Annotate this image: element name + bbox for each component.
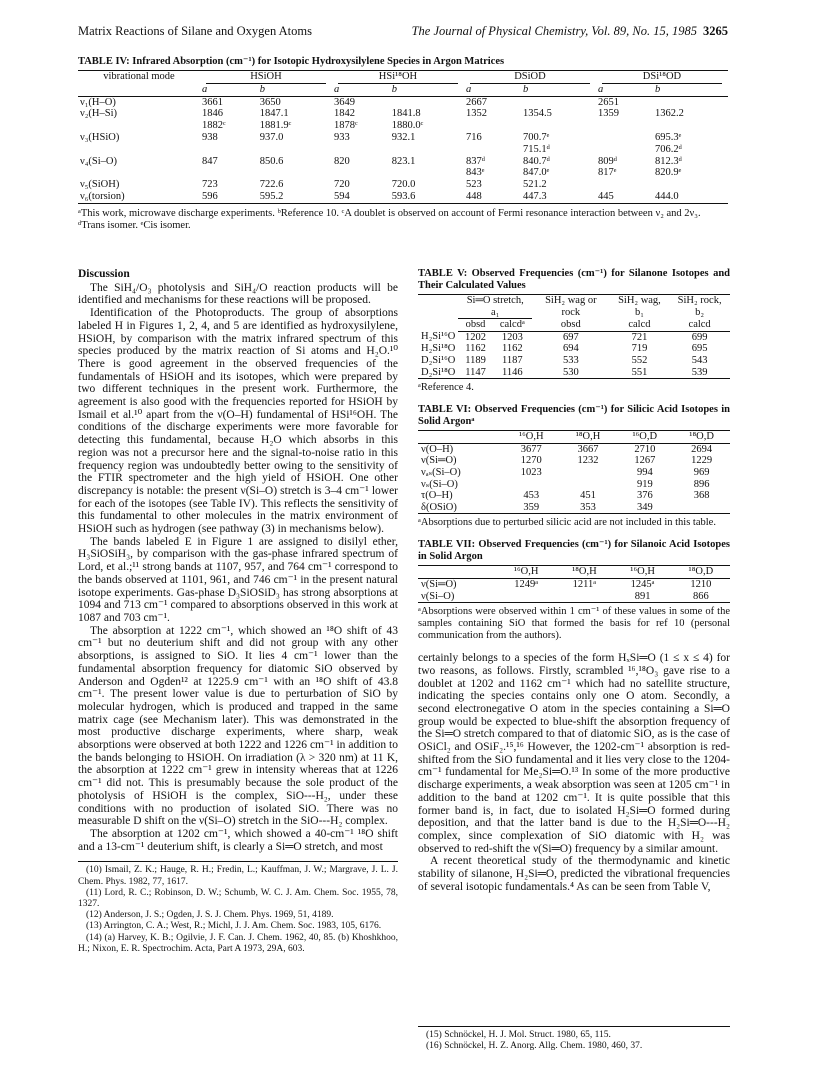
paragraph: certainly belongs to a species of the form HₓSi═O (1 ≤ x ≤ 4) for two reasons, as follows. Firstly, scrambled ¹⁶,¹⁸O₃ gave rise to a doublet at 1202 and 1162 cm⁻¹ which had no satellite structure, indicating the species contains only one O atom. Secondly, a second electronegative O atom in the species containing a Si═O group would be expected to blue-shift the absorption frequency of the Si═O stretch compared to that of diatomic SiO, as is the case of OSiCl₂ and OSiF₂.¹⁵,¹⁶ However, the 1202-cm⁻¹ absorption is red-shifted from the SiO fundamental and it lies very close to the 1204-cm⁻¹ fundamental for Me₂Si═O.¹³ In some of the more productive discharge experiments, a weak absorption was seen at 1205 cm⁻¹ in addition to the band at 1202 cm⁻¹. It is quite possible that this former band is, in fact, due to isolated H₂Si═O formed during deposition, and that the latter band is due to the H₂Si═O---H₂ complex, since complexation of SiO diatomic with H₂ was observed to red-shift the ν(Si═O) frequency by a similar amount. (418, 652, 730, 855)
table-cell: 3649 (333, 96, 355, 108)
table-cell: 533 (562, 354, 579, 366)
table-row (78, 167, 728, 179)
table-cell: 699 (691, 331, 708, 343)
table-cell (258, 144, 332, 156)
table-cell (560, 479, 617, 491)
col-head: SiH₂ wag, b₁ (618, 295, 661, 318)
col-head: Si═O stretch, a₁ (458, 295, 532, 319)
table-cell (521, 96, 596, 108)
table-row (418, 355, 730, 367)
table-cell: 994 (636, 466, 653, 478)
table-v-caption: TABLE V: Observed Frequencies (cm⁻¹) for Silanone Isotopes and Their Calculated Values (418, 268, 730, 291)
table-cell: 706.2ᵈ (654, 143, 682, 155)
table-cell: 2667 (465, 96, 487, 108)
paragraph: A recent theoretical study of the thermodynamic and kinetic stability of silanone, H₂Si═O, predicted the vibrational frequencies of several isotopic fundamentals.⁴ As can be seen from Table V, (418, 855, 730, 893)
table-cell: 368 (693, 490, 710, 502)
subhead: b (521, 84, 596, 96)
table-cell: 2710 (634, 443, 656, 455)
table-cell: 716 (465, 131, 482, 143)
table-cell: 919 (636, 478, 653, 490)
table-vi-footnote: ᵃAbsorptions due to perturbed silicic acid are not included in this table. (418, 517, 716, 529)
table-cell: 1232 (577, 455, 599, 467)
table-cell: 847.0ᵉ (522, 167, 550, 179)
table-cell: 1881.9ᶜ (259, 120, 292, 132)
table-cell (200, 167, 258, 179)
table-cell: 551 (631, 366, 648, 378)
table-row (418, 367, 730, 379)
table-cell: 451 (580, 490, 596, 502)
table-cell (596, 120, 653, 132)
mode-label: ν₅(SiOH) (80, 179, 120, 191)
table-vi-caption: TABLE VI: Observed Frequencies (cm⁻¹) for Silicic Acid Isotopes in Solid Argonᵃ (418, 404, 730, 428)
table-v-grid (418, 294, 730, 379)
table-cell (464, 144, 521, 156)
table-cell: 715.1ᵈ (522, 143, 550, 155)
table-cell: 891 (634, 590, 651, 602)
table-cell: 1846 (202, 108, 223, 120)
section-heading: Discussion (78, 268, 130, 280)
table-cell: 817ᵉ (597, 167, 617, 179)
table-cell: 837ᵈ (465, 155, 485, 167)
mode-label: ν₁(H–O) (80, 96, 116, 108)
table-cell (390, 167, 464, 179)
table-vi (418, 404, 730, 529)
table-cell: 596 (202, 190, 218, 202)
table-cell (332, 144, 390, 156)
table-cell: 1023 (520, 466, 542, 478)
col-head: ¹⁸O,D (672, 566, 730, 579)
table-cell: D₂Si¹⁸O (421, 366, 456, 378)
table-vii-caption: TABLE VII: Observed Frequencies (cm⁻¹) for Silanoic Acid Isotopes in Solid Argon (418, 539, 730, 563)
mode-label (78, 144, 200, 156)
group-head: DSi¹⁸OD (602, 71, 722, 84)
table-cell: 359 (523, 501, 540, 513)
table-cell: 1245ᵃ (630, 578, 655, 590)
table-cell: 695.3ᵉ (654, 131, 682, 143)
table-row (78, 179, 728, 191)
table-cell: ν(Si═O) (421, 455, 457, 467)
table-cell (653, 179, 728, 191)
col-head: SiH₂ rock, b₂ (677, 295, 722, 318)
table-iv-caption: TABLE IV: Infrared Absorption (cm⁻¹) for Isotopic Hydroxysilylene Species in Argon Matrices (78, 56, 505, 67)
table-vii-footnote: ᵃAbsorptions were observed within 1 cm⁻¹ of these values in some of the samples containing SiO that formed the basis for ref 10 (personal communication from the authors). (418, 606, 730, 642)
page-number: 3265 (703, 24, 728, 38)
table-v (418, 268, 730, 394)
subhead: a (332, 84, 390, 96)
col-head: SiH₂ wag or rock (545, 295, 597, 318)
table-cell: 812.3ᵈ (654, 155, 682, 167)
table-cell (653, 96, 728, 108)
group-head: HSi¹⁸OH (338, 71, 458, 84)
col-head: ¹⁶O,H (613, 566, 671, 579)
table-cell: 1210 (690, 578, 712, 590)
group-head: HSiOH (206, 71, 326, 84)
table-cell: ν(Si═O) (421, 578, 457, 590)
left-column (78, 268, 398, 955)
reference: (13) Arrington, C. A.; West, R.; Michl, J. J. Am. Chem. Soc. 1983, 105, 6176. (86, 921, 382, 932)
table-cell: 840.7ᵈ (522, 155, 550, 167)
table-cell: νₛ(Si–O) (421, 478, 458, 490)
table-cell: νₐₛ(Si–O) (421, 466, 461, 478)
table-cell: 720 (333, 179, 350, 191)
table-cell: 353 (580, 501, 596, 513)
subhead: a (200, 84, 258, 96)
table-cell: 1847.1 (259, 108, 289, 120)
table-cell (390, 144, 464, 156)
table-cell: 543 (691, 354, 708, 366)
table-cell: 896 (693, 478, 710, 490)
table-cell: 523 (465, 179, 482, 191)
table-cell: 444.0 (654, 190, 679, 202)
table-cell (390, 96, 464, 108)
reference: (11) Lord, R. C.; Robinson, D. W.; Schumb, W. C. J. Am. Chem. Soc. 1955, 78, 1327. (78, 887, 398, 909)
table-row (418, 331, 730, 343)
table-cell: H₂Si¹⁸O (421, 343, 456, 355)
table-cell (464, 120, 521, 132)
table-cell: 594 (333, 190, 350, 202)
subhead: a (596, 84, 653, 96)
table-cell: 453 (523, 490, 540, 502)
references-left (78, 861, 398, 955)
table-row (418, 467, 730, 479)
table-cell (596, 132, 653, 144)
table-cell: ν(O–H) (421, 443, 454, 455)
col-head: ¹⁸O,H (555, 566, 613, 579)
table-cell: 1362.2 (654, 108, 684, 120)
table-cell (503, 479, 560, 491)
table-cell: 1359 (597, 108, 619, 120)
table-cell: 2651 (597, 96, 619, 108)
table-cell: 1249ᵃ (514, 578, 539, 590)
subhead: b (390, 84, 464, 96)
reference: (16) Schnöckel, H. Z. Anorg. Allg. Chem. 1980, 460, 37. (426, 1041, 643, 1052)
table-cell (596, 144, 653, 156)
table-cell: 843ᵉ (465, 167, 485, 179)
col-subhead: calcdᵃ (493, 319, 532, 332)
table-cell: 552 (631, 354, 648, 366)
table-cell: 1202 (465, 331, 487, 343)
table-cell: 376 (636, 490, 653, 502)
table-cell: 1189 (465, 354, 486, 366)
table-iv-grid (78, 70, 728, 204)
table-cell: 1146 (502, 366, 523, 378)
table-cell: 847 (202, 155, 218, 167)
subhead: a (464, 84, 521, 96)
table-cell: 447.3 (522, 190, 547, 202)
table-cell (596, 179, 653, 191)
group-head: DSiOD (470, 71, 590, 84)
table-cell: τ(O–H) (421, 490, 453, 502)
table-row (78, 96, 728, 108)
journal-citation: The Journal of Physical Chemistry, Vol. 89, No. 15, 1985 3265 (411, 24, 728, 38)
right-column (418, 268, 730, 893)
paragraph: The absorption at 1222 cm⁻¹, which showed an ¹⁸O shift of 43 cm⁻¹ but no deuterium shift and did not group with any other absorptions, is assigned to SiO. It lies 4 cm⁻¹ lower than the fundamental absorption frequency for diatomic SiO observed by Anderson and Ogden¹² at 1225.9 cm⁻¹ with an ¹⁸O shift of 43.8 cm⁻¹. The present lower value is due to perturbation of SiO by molecular hydrogen, which is produced and trapped in the same matrix cage (see Mechanism later). This was demonstrated in the most productive discharge experiments, where sharp, weak absorptions were observed at both 1222 and 1226 cm⁻¹ in addition to the bands belonging to HSiOH. On irradiation (λ > 320 nm) at 11 K, the absorption at 1222 cm⁻¹ grew in intensity whereas that at 1226 cm⁻¹ did not. This is presumably because the sole product of the photolysis of HSiOH is the complex, SiO---H₂, under these conditions with no production of isolated SiO. There was no measurable D shift on the ν(Si–O) stretch in the SiO---H₂ complex. (78, 624, 398, 828)
table-cell: 1352 (465, 108, 487, 120)
table-row (418, 591, 730, 603)
table-cell: 1162 (502, 343, 523, 355)
table-iv-corner: vibrational mode (78, 71, 200, 97)
table-cell: 3650 (259, 96, 281, 108)
table-cell (258, 167, 332, 179)
paragraph: Identification of the Photoproducts. The group of absorptions labeled H in Figures 1, 2, 4, and 5 are identified as hydroxysilylene, HSiOH, by comparison with the matrix infrared spectrum of this species produced by the matrix reaction of Si atoms and H₂O.¹⁰ There is good agreement in the observed frequencies of the fundamentals of HSiOH and its isotopes, which were prepared by two different techniques in the present work. Furthermore, the agreement is also good with the frequencies reported for HSiOH by Ismail et al.¹⁰ apart from the ν(O–H) fundamental of HSi¹⁶OH. The conditions of the discharge experiments were more favorable for detecting this fundamental, because H₂O which absorbs in this region was not a precursor here and the signal-to-noise ratio in this frequency region was undoubtedly better owing to the sensitivity of the FTIR spectrometer and the high yield of HSiOH. One other discrepancy is notable: the present ν(Si–O) stretch is 3–4 cm⁻¹ lower for each of the isotopes (see Table IV). This reflects the sensitivity of this fundamental to other molecules in the matrix environment of HSiOH such as hydrogen (see pathway (3) in mechanisms below). (78, 307, 398, 536)
table-row (418, 578, 730, 590)
table-vii (418, 539, 730, 642)
table-cell: 1882ᶜ (202, 120, 226, 132)
table-cell: 349 (636, 501, 653, 513)
reference: (12) Anderson, J. S.; Ogden, J. S. J. Chem. Phys. 1969, 51, 4189. (86, 910, 334, 921)
subhead: b (653, 84, 728, 96)
mode-label: ν₂(H–Si) (80, 108, 117, 120)
table-cell: 1841.8 (391, 108, 421, 120)
subhead: b (258, 84, 332, 96)
table-cell: 595.2 (259, 190, 284, 202)
table-row (418, 343, 730, 355)
table-cell: 448 (465, 190, 482, 202)
table-cell (497, 591, 555, 603)
table-row (78, 191, 728, 203)
running-header (78, 24, 728, 40)
table-cell: 823.1 (391, 155, 416, 167)
table-cell (521, 120, 596, 132)
table-cell: 719 (631, 343, 648, 355)
table-cell (332, 167, 390, 179)
paragraph: The absorption at 1202 cm⁻¹, which showed a 40-cm⁻¹ ¹⁸O shift and a 13-cm⁻¹ deuterium shift, is clearly a Si═O stretch, and most (78, 827, 398, 853)
table-cell: 721 (631, 331, 648, 343)
table-cell: 932.1 (391, 131, 416, 143)
table-cell: 3667 (577, 443, 599, 455)
table-cell: 697 (562, 331, 579, 343)
table-v-footnote: ᵃReference 4. (418, 382, 474, 394)
col-subhead: obsd (532, 319, 610, 332)
paragraph: The bands labeled E in Figure 1 are assigned to disilyl ether, H₃SiOSiH₃, by comparison with the gas-phase infrared spectrum of Lord, et al.;¹¹ strong bands at 1107, 957, and 764 cm⁻¹ correspond to the bands observed at 1101, 961, and 746 cm⁻¹ in the present natural isotope experiments. Gas-phase D₃SiOSiD₃ has strong absorptions at 1094 and 713 cm⁻¹ compared to absorptions observed in this work at 1087 and 703 cm⁻¹. (78, 535, 398, 624)
table-row (418, 455, 730, 467)
table-cell: 720.0 (391, 179, 416, 191)
table-cell: 539 (691, 366, 708, 378)
table-cell (555, 591, 613, 603)
table-cell (560, 467, 617, 479)
table-cell: 933 (333, 131, 350, 143)
table-cell: 722.6 (259, 179, 284, 191)
table-row (78, 108, 728, 120)
mode-label: ν₃(HSiO) (80, 131, 120, 143)
table-cell: 695 (691, 343, 708, 355)
header-title: Matrix Reactions of Silane and Oxygen Atoms (78, 24, 312, 38)
table-cell: 1878ᶜ (333, 120, 358, 132)
reference: (15) Schnöckel, H. J. Mol. Struct. 1980, 65, 115. (426, 1030, 611, 1040)
table-cell: 1187 (502, 354, 523, 366)
table-row (78, 156, 728, 168)
table-cell: 866 (692, 590, 709, 602)
table-cell: 2694 (691, 443, 713, 455)
table-row (78, 132, 728, 144)
col-head: ¹⁶O,H (497, 566, 555, 579)
col-subhead: calcd (669, 319, 730, 332)
paragraph: The SiH₄/O₃ photolysis and SiH₄/O reaction products will be identified and mechanisms for these reactions will be proposed. (78, 281, 398, 307)
table-cell: 937.0 (259, 131, 284, 143)
col-subhead: obsd (458, 319, 492, 332)
col-subhead: calcd (610, 319, 670, 332)
table-cell (653, 120, 728, 132)
table-iv-footnote: ᵃThis work, microwave discharge experiments. ᵇReference 10. ᶜA doublet is observed on account of Fermi resonance interaction between ν₂ and 2ν₃. ᵈTrans isomer. ᵉCis isomer. (78, 207, 701, 232)
table-cell: 700.7ᵉ (522, 131, 550, 143)
col-head: ¹⁶O,H (503, 431, 560, 444)
table-cell: 820 (333, 155, 350, 167)
mode-label (78, 167, 200, 179)
table-cell: 1162 (465, 343, 486, 355)
table-row (418, 479, 730, 491)
table-cell: 820.9ᵉ (654, 167, 682, 179)
table-cell: 723 (202, 179, 218, 191)
references-right (418, 1026, 730, 1052)
table-cell: D₂Si¹⁶O (421, 354, 456, 366)
table-cell: 694 (562, 343, 579, 355)
table-cell: 1147 (465, 366, 486, 378)
table-cell: H₂Si¹⁶O (421, 331, 456, 343)
table-cell: 1354.5 (522, 108, 552, 120)
table-cell: 530 (562, 366, 579, 378)
table-vii-grid (418, 565, 730, 603)
mode-label: ν₄(Si–O) (80, 155, 117, 167)
table-cell: 809ᵈ (597, 155, 617, 167)
table-vi-grid (418, 430, 730, 514)
table-cell (200, 144, 258, 156)
table-cell: 1842 (333, 108, 355, 120)
reference: (14) (a) Harvey, K. B.; Ogilvie, J. F. Can. J. Chem. 1962, 40, 85. (b) Khoshkhoo, H.; Nixon, E. R. Spectrochim. Acta, Part A 1973, 29A, 603. (78, 932, 398, 954)
col-head: ¹⁸O,H (560, 431, 617, 444)
table-cell: 969 (693, 466, 710, 478)
table-cell: ν(Si–O) (421, 590, 455, 602)
table-cell: 593.6 (391, 190, 416, 202)
table-row (418, 502, 730, 514)
table-cell: 445 (597, 190, 614, 202)
table-cell: 1203 (501, 331, 523, 343)
col-head: ¹⁶O,D (616, 431, 673, 444)
table-cell: 850.6 (259, 155, 284, 167)
mode-label (78, 120, 200, 132)
table-cell: 1267 (634, 455, 656, 467)
table-cell: 938 (202, 131, 218, 143)
table-row (418, 490, 730, 502)
table-cell: 3661 (202, 96, 223, 108)
table-row (418, 443, 730, 455)
table-cell: 1211ᵃ (572, 578, 597, 590)
col-head: ¹⁸O,D (673, 431, 730, 444)
table-row (78, 120, 728, 132)
table-cell: 3677 (520, 443, 542, 455)
table-cell: δ(OSiO) (421, 501, 457, 513)
mode-label: ν₆(torsion) (80, 190, 125, 202)
table-cell: 521.2 (522, 179, 547, 191)
table-cell: 1270 (520, 455, 542, 467)
table-cell (673, 502, 730, 514)
table-cell: 1880.0ᶜ (391, 120, 424, 132)
table-row (78, 144, 728, 156)
reference: (10) Ismail, Z. K.; Hauge, R. H.; Fredin, L.; Kauffman, J. W.; Margrave, J. L. J. Chem. Phys. 1982, 77, 1617. (78, 865, 398, 887)
table-cell: 1229 (691, 455, 713, 467)
table-iv (78, 56, 728, 233)
